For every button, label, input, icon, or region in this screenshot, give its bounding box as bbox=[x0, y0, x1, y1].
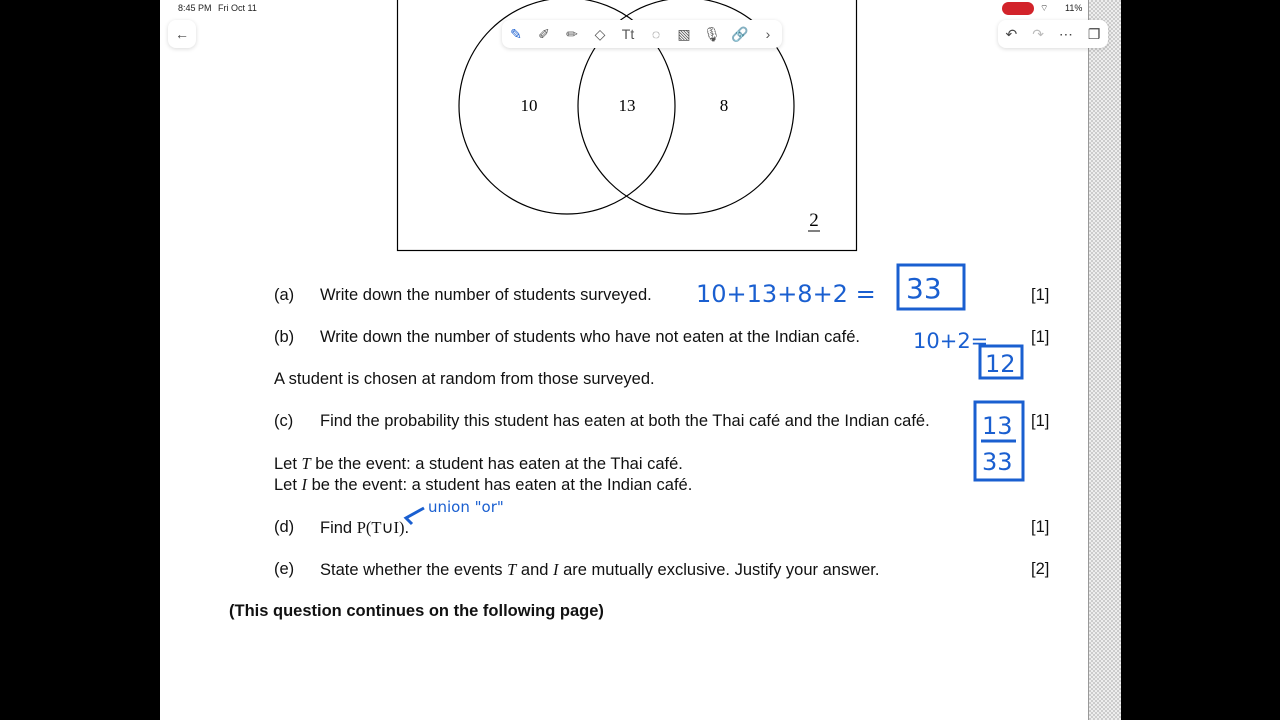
q-b-marks: [1] bbox=[1031, 328, 1050, 346]
highlighter-icon[interactable]: ✐ bbox=[538, 25, 550, 42]
pen-icon[interactable]: ✎ bbox=[510, 25, 522, 42]
hw-c-den: 33 bbox=[982, 448, 1013, 476]
mic-icon[interactable]: 🎙 bbox=[703, 25, 721, 42]
continues-note: (This question continues on the following page) bbox=[229, 602, 604, 620]
intro-text: A student is chosen at random from those surveyed. bbox=[274, 370, 655, 388]
drawing-toolbar bbox=[502, 20, 782, 48]
pages-icon[interactable]: ❐ bbox=[1087, 25, 1101, 42]
hw-c-num: 13 bbox=[982, 412, 1013, 440]
status-date: Fri Oct 11 bbox=[218, 3, 257, 13]
venn-left-only: 10 bbox=[520, 96, 538, 115]
q-e-label: (e) bbox=[274, 560, 295, 578]
wifi-icon: ⌔ bbox=[1040, 3, 1049, 13]
q-d-marks: [1] bbox=[1031, 518, 1050, 536]
hw-a-answer: 33 bbox=[906, 272, 942, 305]
more-icon[interactable]: ⋯ bbox=[1058, 25, 1073, 42]
q-a-marks: [1] bbox=[1031, 286, 1050, 304]
q-b-text: Write down the number of students who have not eaten at the Indian café. bbox=[320, 328, 860, 346]
q-c-marks: [1] bbox=[1031, 412, 1050, 430]
q-d-text: Find P(T∪I). bbox=[320, 518, 410, 537]
chevron-right-icon[interactable]: › bbox=[765, 26, 771, 42]
eraser-icon[interactable]: ◇ bbox=[594, 25, 606, 42]
let-t: Let T be the event: a student has eaten at the Thai café. bbox=[274, 454, 683, 473]
undo-icon[interactable]: ↶ bbox=[1005, 25, 1018, 42]
q-e-text: State whether the events T and I are mutually exclusive. Justify your answer. bbox=[320, 560, 880, 579]
q-a-label: (a) bbox=[274, 286, 295, 304]
q-c-label: (c) bbox=[274, 412, 294, 430]
top-right-toolbar bbox=[998, 20, 1108, 48]
status-battery: 11% bbox=[1065, 3, 1083, 13]
venn-both: 13 bbox=[618, 96, 636, 115]
hw-b-work: 10+2= bbox=[913, 329, 989, 353]
q-b-label: (b) bbox=[274, 328, 295, 346]
hw-a-work: 10+13+8+2 = bbox=[696, 280, 876, 308]
image-icon[interactable]: ▧ bbox=[677, 25, 691, 42]
lasso-icon[interactable]: ◌ bbox=[651, 26, 661, 42]
q-a-text: Write down the number of students surveyed. bbox=[320, 286, 652, 304]
text-icon[interactable]: Tt bbox=[621, 26, 635, 42]
q-d-label: (d) bbox=[274, 518, 295, 536]
pencil-icon[interactable]: ✏ bbox=[566, 25, 578, 42]
q-c-text: Find the probability this student has eaten at both the Thai café and the Indian café. bbox=[320, 412, 930, 430]
venn-right-only: 8 bbox=[719, 96, 729, 115]
venn-outside: 2 bbox=[809, 210, 819, 231]
status-time: 8:45 PM bbox=[178, 3, 212, 13]
q-e-marks: [2] bbox=[1031, 560, 1050, 578]
hw-d-note: union "or" bbox=[428, 498, 504, 516]
redo-icon[interactable]: ↷ bbox=[1032, 25, 1044, 42]
arrow-left-icon: ← bbox=[175, 26, 189, 42]
hw-b-answer: 12 bbox=[985, 350, 1016, 378]
link-icon[interactable]: 🔗 bbox=[731, 25, 749, 42]
let-i: Let I be the event: a student has eaten at the Indian café. bbox=[274, 475, 693, 494]
